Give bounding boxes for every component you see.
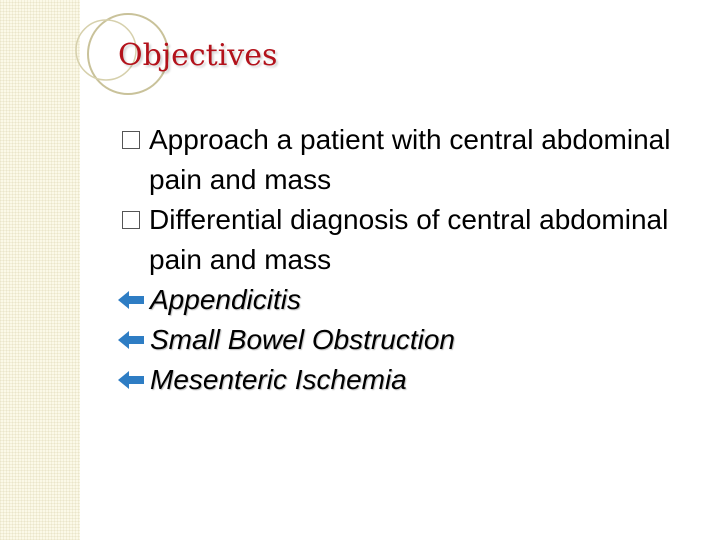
left-arrow-icon [116, 369, 146, 391]
bullet-text: Approach a patient with central abdominal pain and mass [149, 124, 671, 195]
square-bullet-icon [122, 211, 140, 229]
sub-item [116, 360, 702, 400]
sub-item [116, 280, 702, 320]
left-arrow-icon [116, 289, 146, 311]
bullet-item [122, 120, 702, 200]
decorative-rings [0, 0, 720, 120]
left-arrow-icon [116, 329, 146, 351]
bullet-item [122, 200, 702, 280]
bullet-text: Differential diagnosis of central abdominal pain and mass [149, 204, 669, 275]
sub-item-text: Appendicitis [150, 284, 301, 315]
square-bullet-icon [122, 131, 140, 149]
sub-item-text: Mesenteric Ischemia [150, 364, 407, 395]
slide-title: Objectives [118, 38, 278, 73]
sub-item [116, 320, 702, 360]
slide-content [122, 120, 702, 400]
sub-item-text: Small Bowel Obstruction [150, 324, 456, 355]
